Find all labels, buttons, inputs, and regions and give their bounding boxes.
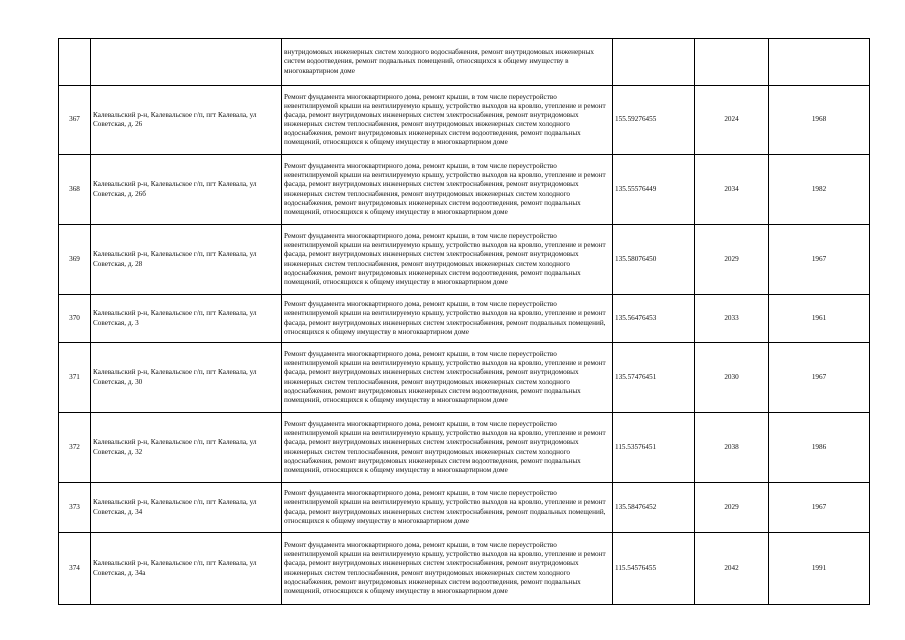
works-cell: Ремонт фундамента многоквартирного дома, ремонт крыши, в том числе переустройство невентилируемой крыши на вентилируемую крышу, устройство выходов на кровлю, утепление и ремонт фасада, ремонт внутридомовых инженерных систем электроснабжения, ремонт внутридомовых инженерных систем теплоснабжения, ремонт внутридомовых инженерных систем холодного водоснабжения, ремонт внутридомовых инженерных систем водоотведения, ремонт подвальных помещений, относящихся к общему имуществу в многоквартирном доме: [282, 86, 613, 155]
works-cell: Ремонт фундамента многоквартирного дома, ремонт крыши, в том числе переустройство невентилируемой крыши на вентилируемую крышу, устройство выходов на кровлю, утепление и ремонт фасада, ремонт внутридомовых инженерных систем электроснабжения, ремонт внутридомовых инженерных систем теплоснабжения, ремонт внутридомовых инженерных систем холодного водоснабжения, ремонт внутридомовых инженерных систем водоотведения, ремонт подвальных помещений, относящихся к общему имуществу в многоквартирном доме: [282, 533, 613, 605]
address-cell: [91, 39, 282, 86]
row-number: 371: [59, 343, 91, 413]
works-cell: Ремонт фундамента многоквартирного дома, ремонт крыши, в том числе переустройство невентилируемой крыши на вентилируемую крышу, устройство выходов на кровлю, утепление и ремонт фасада, ремонт внутридомовых инженерных систем электроснабжения, ремонт внутридомовых инженерных систем теплоснабжения, ремонт внутридомовых инженерных систем холодного водоснабжения, ремонт внутридомовых инженерных систем водоотведения, ремонт подвальных помещений, относящихся к общему имуществу в многоквартирном доме: [282, 155, 613, 225]
row-number: 373: [59, 483, 91, 533]
table-row: [59, 86, 870, 155]
plan-year-cell: 2024: [695, 86, 769, 155]
row-number: 370: [59, 295, 91, 343]
address-cell: Калевальский р-н, Калевальское г/п, пгт Калевала, ул Советская, д. 3: [91, 295, 282, 343]
row-number: 369: [59, 225, 91, 295]
table-row: [59, 343, 870, 413]
works-cell: Ремонт фундамента многоквартирного дома, ремонт крыши, в том числе переустройство невентилируемой крыши на вентилируемую крышу, устройство выходов на кровлю, утепление и ремонт фасада, ремонт внутридомовых инженерных систем электроснабжения, ремонт подвальных помещений, относящихся к общему имуществу в многоквартирном доме: [282, 483, 613, 533]
built-year-cell: 1991: [769, 533, 870, 605]
table-row: [59, 413, 870, 483]
built-year-cell: [769, 39, 870, 86]
works-cell: Ремонт фундамента многоквартирного дома, ремонт крыши, в том числе переустройство невентилируемой крыши на вентилируемую крышу, устройство выходов на кровлю, утепление и ремонт фасада, ремонт внутридомовых инженерных систем электроснабжения, ремонт внутридомовых инженерных систем теплоснабжения, ремонт внутридомовых инженерных систем холодного водоснабжения, ремонт внутридомовых инженерных систем водоотведения, ремонт подвальных помещений, относящихся к общему имуществу в многоквартирном доме: [282, 413, 613, 483]
plan-year-cell: 2042: [695, 533, 769, 605]
cost-cell: 135.58076450: [613, 225, 695, 295]
register-table: [58, 38, 870, 605]
address-cell: Калевальский р-н, Калевальское г/п, пгт Калевала, ул Советская, д. 30: [91, 343, 282, 413]
built-year-cell: 1961: [769, 295, 870, 343]
built-year-cell: 1982: [769, 155, 870, 225]
address-cell: Калевальский р-н, Калевальское г/п, пгт Калевала, ул Советская, д. 32: [91, 413, 282, 483]
address-cell: Калевальский р-н, Калевальское г/п, пгт Калевала, ул Советская, д. 26б: [91, 155, 282, 225]
address-cell: Калевальский р-н, Калевальское г/п, пгт Калевала, ул Советская, д. 28: [91, 225, 282, 295]
cost-cell: 155.59276455: [613, 86, 695, 155]
built-year-cell: 1968: [769, 86, 870, 155]
cost-cell: 115.54576455: [613, 533, 695, 605]
table-row: [59, 39, 870, 86]
row-number: [59, 39, 91, 86]
address-cell: Калевальский р-н, Калевальское г/п, пгт Калевала, ул Советская, д. 26: [91, 86, 282, 155]
table-row: [59, 155, 870, 225]
works-cell: Ремонт фундамента многоквартирного дома, ремонт крыши, в том числе переустройство невентилируемой крыши на вентилируемую крышу, устройство выходов на кровлю, утепление и ремонт фасада, ремонт внутридомовых инженерных систем электроснабжения, ремонт внутридомовых инженерных систем теплоснабжения, ремонт внутридомовых инженерных систем холодного водоснабжения, ремонт внутридомовых инженерных систем водоотведения, ремонт подвальных помещений, относящихся к общему имуществу в многоквартирном доме: [282, 343, 613, 413]
row-number: 368: [59, 155, 91, 225]
row-number: 367: [59, 86, 91, 155]
built-year-cell: 1967: [769, 343, 870, 413]
address-cell: Калевальский р-н, Калевальское г/п, пгт Калевала, ул Советская, д. 34: [91, 483, 282, 533]
works-cell: внутридомовых инженерных систем холодного водоснабжения, ремонт внутридомовых инженерных систем водоотведения, ремонт подвальных помещений, относящихся к общему имуществу в многоквартирном доме: [282, 39, 613, 86]
plan-year-cell: 2033: [695, 295, 769, 343]
table-row: [59, 533, 870, 605]
plan-year-cell: 2030: [695, 343, 769, 413]
plan-year-cell: 2029: [695, 225, 769, 295]
plan-year-cell: 2038: [695, 413, 769, 483]
row-number: 374: [59, 533, 91, 605]
built-year-cell: 1967: [769, 483, 870, 533]
cost-cell: 135.55576449: [613, 155, 695, 225]
works-cell: Ремонт фундамента многоквартирного дома, ремонт крыши, в том числе переустройство невентилируемой крыши на вентилируемую крышу, устройство выходов на кровлю, утепление и ремонт фасада, ремонт внутридомовых инженерных систем электроснабжения, ремонт внутридомовых инженерных систем теплоснабжения, ремонт внутридомовых инженерных систем холодного водоснабжения, ремонт внутридомовых инженерных систем водоотведения, ремонт подвальных помещений, относящихся к общему имуществу в многоквартирном доме: [282, 225, 613, 295]
cost-cell: 115.53576451: [613, 413, 695, 483]
cost-cell: 135.57476451: [613, 343, 695, 413]
cost-cell: [613, 39, 695, 86]
built-year-cell: 1967: [769, 225, 870, 295]
address-cell: Калевальский р-н, Калевальское г/п, пгт Калевала, ул Советская, д. 34а: [91, 533, 282, 605]
works-cell: Ремонт фундамента многоквартирного дома, ремонт крыши, в том числе переустройство невентилируемой крыши на вентилируемую крышу, устройство выходов на кровлю, утепление и ремонт фасада, ремонт внутридомовых инженерных систем электроснабжения, ремонт подвальных помещений, относящихся к общему имуществу в многоквартирном доме: [282, 295, 613, 343]
plan-year-cell: [695, 39, 769, 86]
table-row: [59, 225, 870, 295]
plan-year-cell: 2034: [695, 155, 769, 225]
built-year-cell: 1986: [769, 413, 870, 483]
cost-cell: 135.58476452: [613, 483, 695, 533]
cost-cell: 135.56476453: [613, 295, 695, 343]
table-row: [59, 483, 870, 533]
plan-year-cell: 2029: [695, 483, 769, 533]
table-row: [59, 295, 870, 343]
row-number: 372: [59, 413, 91, 483]
